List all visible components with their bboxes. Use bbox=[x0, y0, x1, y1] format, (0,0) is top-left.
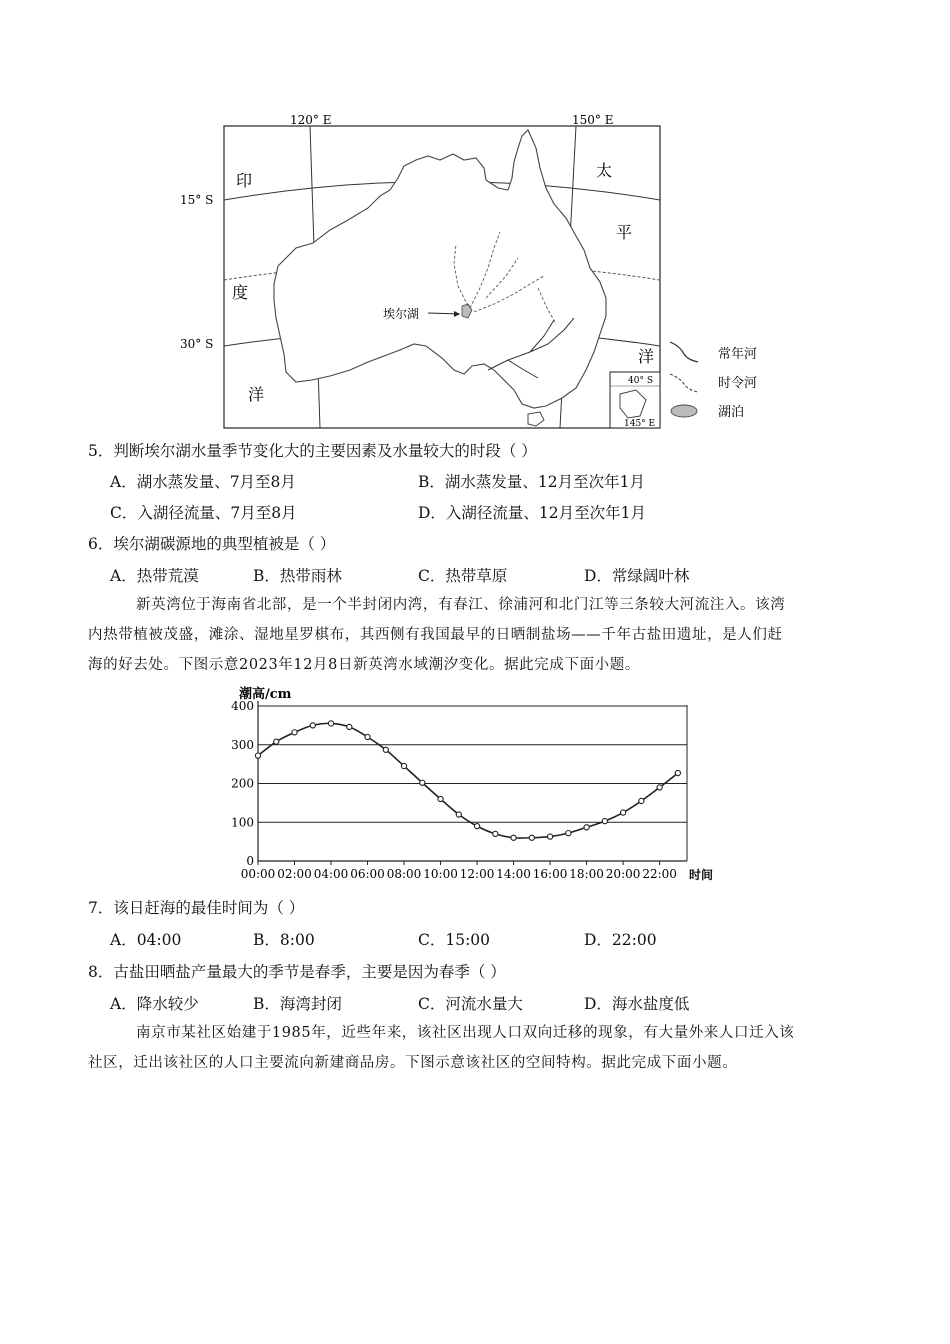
q5-option-c[interactable]: C．入湖径流量、7月至8月 bbox=[110, 504, 297, 522]
tide-point-6 bbox=[365, 734, 370, 739]
q5-stem: 5．判断埃尔湖水量季节变化大的主要因素及水量较大的时段（ ） bbox=[88, 442, 537, 460]
q8-option-b[interactable]: B．海湾封闭 bbox=[253, 995, 342, 1013]
q6-stem: 6．埃尔湖碳源地的典型植被是（ ） bbox=[88, 535, 336, 553]
legend-seasonal-icon bbox=[670, 374, 698, 392]
q7-option-d[interactable]: D．22:00 bbox=[584, 931, 657, 949]
tide-chart bbox=[225, 683, 725, 885]
tide-point-14 bbox=[511, 835, 516, 840]
q7-stem: 7．该日赶海的最佳时间为（ ） bbox=[88, 899, 305, 917]
label-lake-eyre: 埃尔湖 bbox=[383, 307, 420, 321]
tide-point-22 bbox=[657, 785, 662, 790]
passage-community-line-2: 社区，迁出该社区的人口主要流向新建商品房。下图示意该社区的空间特构。据此完成下面小题。 bbox=[88, 1055, 738, 1071]
tide-point-13 bbox=[493, 831, 498, 836]
q6-option-b[interactable]: B．热带雨林 bbox=[253, 567, 342, 585]
tide-point-23 bbox=[675, 770, 680, 775]
passage-tide-line-3: 海的好去处。下图示意2023年12月8日新英湾水域潮汐变化。据此完成下面小题。 bbox=[88, 657, 640, 673]
tide-point-21 bbox=[639, 798, 644, 803]
tide-point-4 bbox=[328, 721, 333, 726]
chart-xlabel: 时间 bbox=[689, 868, 714, 882]
x-tick-4: 08:00 bbox=[386, 867, 422, 881]
passage-community-line-1: 南京市某社区始建于1985年，近些年来，该社区出现人口双向迁移的现象，有大量外来人口迁入该 bbox=[136, 1025, 795, 1041]
x-tick-8: 16:00 bbox=[532, 867, 568, 881]
legend-perennial-label: 常年河 bbox=[718, 347, 758, 362]
q8-option-d[interactable]: D．海水盐度低 bbox=[584, 995, 690, 1013]
passage-community bbox=[88, 1018, 868, 1078]
x-tick-7: 14:00 bbox=[496, 867, 531, 881]
australia-landmass bbox=[274, 130, 606, 408]
q5-option-a[interactable]: A．湖水蒸发量、7月至8月 bbox=[110, 473, 296, 491]
tide-point-15 bbox=[529, 835, 534, 840]
tide-point-19 bbox=[602, 818, 607, 823]
y-tick-200: 200 bbox=[231, 776, 254, 791]
y-tick-400: 400 bbox=[231, 699, 254, 713]
tide-point-8 bbox=[401, 763, 406, 768]
label-indian-2: 度 bbox=[232, 283, 249, 302]
legend-lake-label: 湖泊 bbox=[718, 405, 745, 420]
label-120e: 120° E bbox=[290, 113, 332, 127]
y-tick-300: 300 bbox=[231, 737, 254, 752]
y-tick-100: 100 bbox=[231, 815, 254, 830]
q7-option-a[interactable]: A．04:00 bbox=[110, 931, 182, 949]
passage-tide bbox=[88, 590, 868, 680]
label-indian-1: 印 bbox=[236, 171, 253, 190]
tide-point-10 bbox=[438, 796, 443, 801]
label-pacific-1: 太 bbox=[596, 161, 613, 180]
x-tick-0: 00:00 bbox=[240, 867, 276, 881]
x-tick-3: 06:00 bbox=[350, 867, 385, 881]
q5-option-d[interactable]: D．入湖径流量、12月至次年1月 bbox=[418, 504, 647, 522]
tide-point-1 bbox=[274, 739, 279, 744]
tide-point-11 bbox=[456, 812, 461, 817]
x-tick-9: 18:00 bbox=[569, 867, 604, 881]
tide-point-5 bbox=[347, 724, 352, 729]
q6-option-c[interactable]: C．热带草原 bbox=[418, 567, 508, 585]
label-inset-lon: 145° E bbox=[624, 419, 656, 429]
q7-option-b[interactable]: B．8:00 bbox=[253, 931, 315, 949]
q6-option-a[interactable]: A．热带荒漠 bbox=[110, 567, 199, 585]
australia-map bbox=[180, 108, 778, 433]
x-tick-1: 02:00 bbox=[277, 867, 312, 881]
legend-seasonal-label: 时令河 bbox=[718, 376, 758, 391]
label-150e: 150° E bbox=[572, 113, 614, 127]
tide-point-0 bbox=[255, 753, 260, 758]
y-tick-0: 0 bbox=[246, 854, 254, 868]
legend-lake-icon bbox=[671, 405, 697, 417]
x-tick-5: 10:00 bbox=[423, 867, 458, 881]
tide-point-20 bbox=[621, 810, 626, 815]
x-tick-11: 22:00 bbox=[642, 867, 677, 881]
tide-point-3 bbox=[310, 723, 315, 728]
label-pacific-3: 洋 bbox=[638, 347, 655, 366]
tide-point-9 bbox=[420, 780, 425, 785]
x-tick-2: 04:00 bbox=[313, 867, 349, 881]
tide-point-12 bbox=[474, 824, 479, 829]
tide-point-7 bbox=[383, 747, 388, 752]
q5-option-b[interactable]: B．湖水蒸发量、12月至次年1月 bbox=[418, 473, 645, 491]
label-30s: 30° S bbox=[180, 337, 214, 351]
q8-option-a[interactable]: A．降水较少 bbox=[110, 995, 199, 1013]
chart-ylabel: 潮高/cm bbox=[239, 687, 292, 702]
x-tick-10: 20:00 bbox=[605, 867, 641, 881]
tide-series-line bbox=[258, 723, 678, 838]
q6-option-d[interactable]: D．常绿阔叶林 bbox=[584, 567, 690, 585]
tide-point-18 bbox=[584, 825, 589, 830]
legend-perennial-icon bbox=[670, 342, 698, 362]
tide-point-17 bbox=[566, 831, 571, 836]
x-tick-6: 12:00 bbox=[459, 867, 495, 881]
passage-tide-line-1: 新英湾位于海南省北部，是一个半封闭内湾，有春江、徐浦河和北门江等三条较大河流注入。该湾 bbox=[136, 597, 786, 613]
q7-option-c[interactable]: C．15:00 bbox=[418, 931, 491, 949]
label-indian-3: 洋 bbox=[248, 385, 265, 404]
q8-option-c[interactable]: C．河流水量大 bbox=[418, 995, 523, 1013]
tide-point-2 bbox=[292, 730, 297, 735]
label-15s: 15° S bbox=[180, 193, 214, 207]
label-pacific-2: 平 bbox=[616, 223, 633, 242]
passage-tide-line-2: 内热带植被茂盛，滩涂、湿地星罗棋布，其西侧有我国最早的日晒制盐场——千年古盐田遗址，是人们赶 bbox=[88, 627, 783, 643]
label-inset-lat: 40° S bbox=[628, 376, 653, 386]
tide-point-16 bbox=[547, 834, 552, 839]
tasmania bbox=[528, 412, 544, 426]
q8-stem: 8．古盐田晒盐产量最大的季节是春季，主要是因为春季（ ） bbox=[88, 963, 506, 981]
